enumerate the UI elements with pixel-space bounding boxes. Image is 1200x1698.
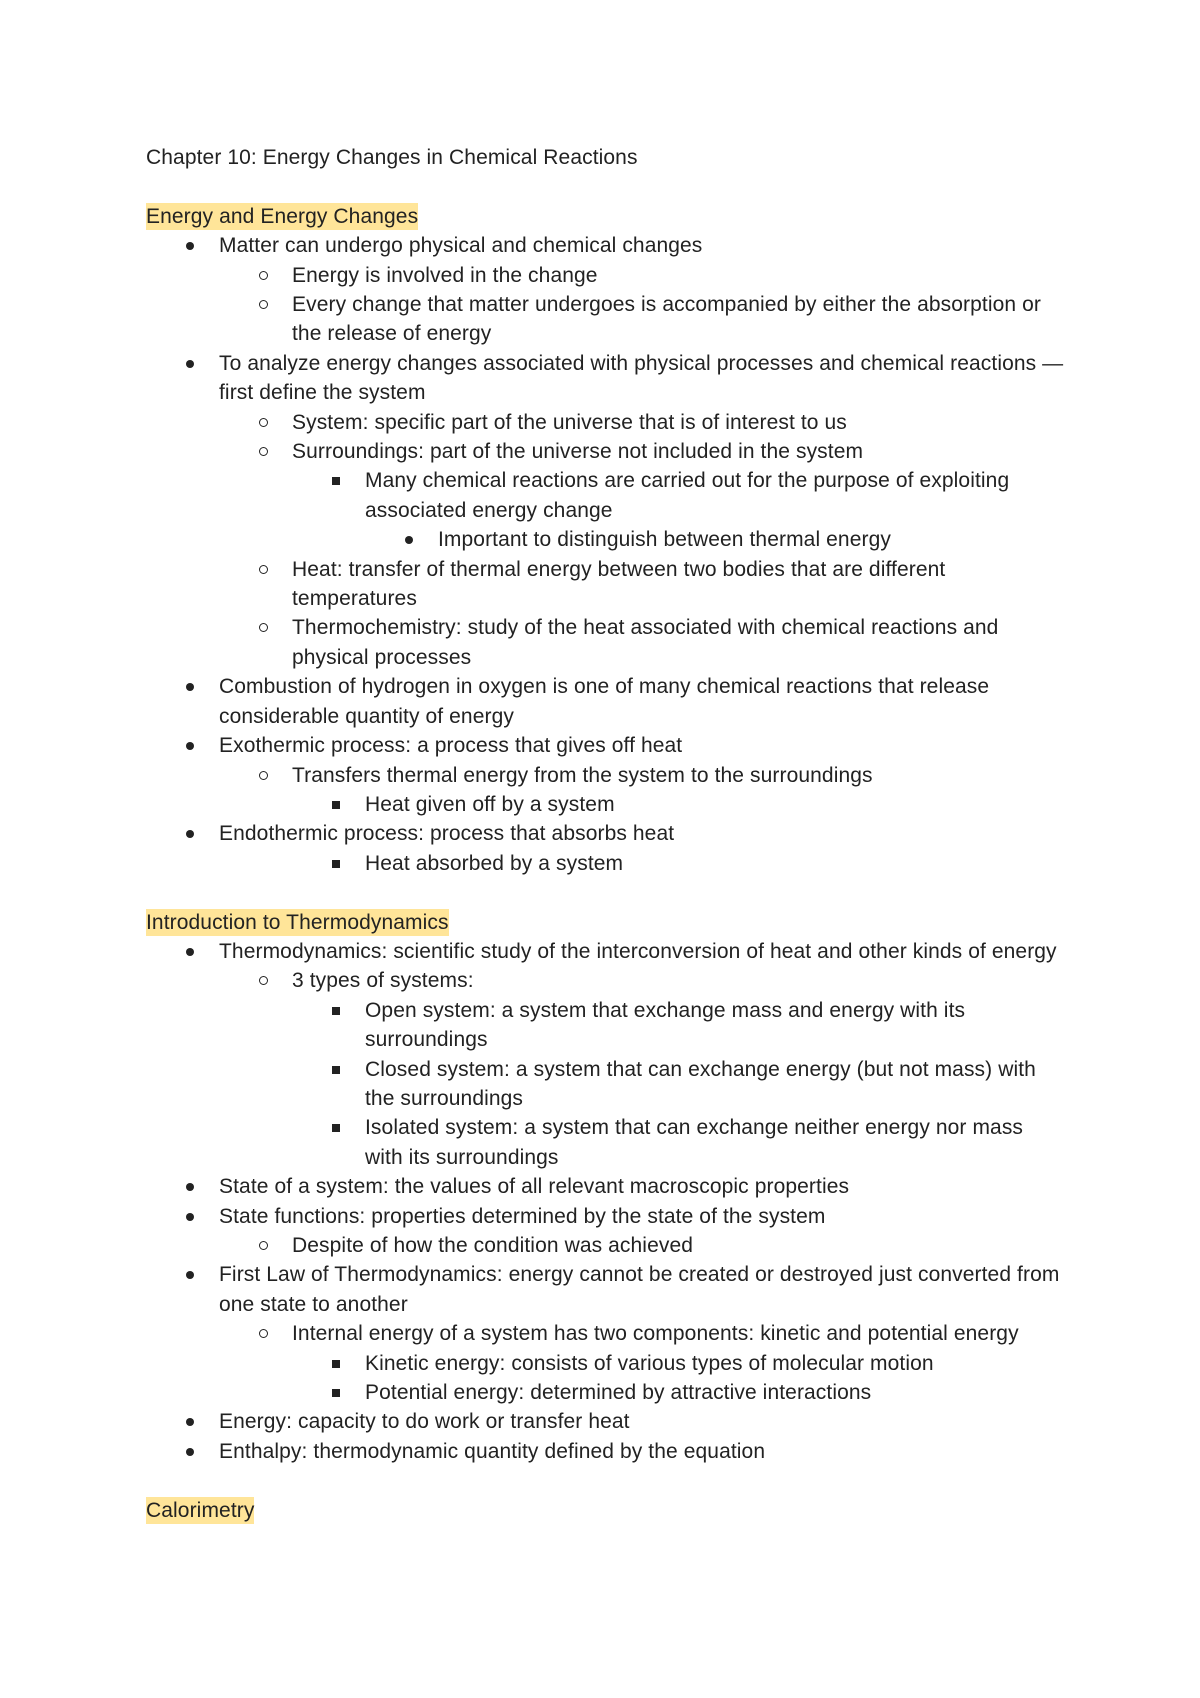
bullet-list (219, 261, 1066, 349)
list-item: State functions: properties determined by the state of the system Despite of how the condition was achieved (146, 1202, 1066, 1261)
filled-circle-bullet-icon (186, 360, 194, 368)
bullet-list (219, 1319, 1066, 1407)
list-item: Exothermic process: a process that gives off heat Transfers thermal energy from the system to the surroundings Heat given off by a system (146, 731, 1066, 819)
section-thermodynamics (146, 908, 1066, 1467)
filled-circle-bullet-icon (186, 830, 194, 838)
list-item: State of a system: the values of all relevant macroscopic properties (146, 1172, 1066, 1201)
list-item: Matter can undergo physical and chemical changes Energy is involved in the change Every change that matter undergoes is accompanied by either the absorption or the release of energy (146, 231, 1066, 349)
bullet-list (292, 996, 1066, 1172)
bullet-list (146, 937, 1066, 1466)
filled-circle-bullet-icon (186, 948, 194, 956)
list-item: Transfers thermal energy from the system to the surroundings Heat given off by a system (219, 761, 1066, 820)
list-item: Surroundings: part of the universe not included in the system Many chemical reactions are carried out for the purpose of exploiting associated energy change Important to distinguish between thermal energy (219, 437, 1066, 555)
filled-circle-bullet-icon (405, 536, 413, 544)
filled-circle-bullet-icon (186, 742, 194, 750)
document-page (146, 143, 1066, 1525)
bullet-list (292, 1349, 1066, 1408)
highlighted-heading-text: Introduction to Thermodynamics (146, 910, 449, 934)
section-heading (146, 1496, 1066, 1525)
filled-circle-bullet-icon (186, 1448, 194, 1456)
bullet-list (146, 231, 1066, 878)
square-bullet-icon (332, 1007, 340, 1015)
bullet-list (292, 849, 1066, 878)
hollow-circle-bullet-icon (259, 976, 268, 985)
list-item: Enthalpy: thermodynamic quantity defined by the equation (146, 1437, 1066, 1466)
list-item: First Law of Thermodynamics: energy cannot be created or destroyed just converted from one state to another Internal energy of a system has two components: kinetic and potential energy Kinetic energy: consists of various types of molecular motion Potential energy: determined by attractive interactions (146, 1260, 1066, 1407)
square-bullet-icon (332, 477, 340, 485)
filled-circle-bullet-icon (186, 242, 194, 250)
list-item: Every change that matter undergoes is accompanied by either the absorption or the release of energy (219, 290, 1066, 349)
bullet-list (219, 761, 1066, 820)
filled-circle-bullet-icon (186, 1183, 194, 1191)
list-item: Kinetic energy: consists of various types of molecular motion (292, 1349, 1066, 1378)
document-title: Chapter 10: Energy Changes in Chemical Reactions (146, 146, 638, 169)
list-item: Closed system: a system that can exchange energy (but not mass) with the surroundings (292, 1055, 1066, 1114)
section-heading (146, 908, 1066, 937)
bullet-list (219, 408, 1066, 673)
filled-circle-bullet-icon (186, 1271, 194, 1279)
list-item: Important to distinguish between thermal energy (365, 525, 1066, 554)
list-item: 3 types of systems: Open system: a system that exchange mass and energy with its surroundings Closed system: a system that can exchange energy (but not mass) with the surroundings Isolated system: a system that can exchange neither energy nor mass with its surroundings (219, 966, 1066, 1172)
highlighted-heading-text: Energy and Energy Changes (146, 204, 419, 228)
hollow-circle-bullet-icon (259, 565, 268, 574)
hollow-circle-bullet-icon (259, 771, 268, 780)
hollow-circle-bullet-icon (259, 1329, 268, 1338)
bullet-list (292, 466, 1066, 554)
list-item: To analyze energy changes associated with physical processes and chemical reactions — first define the system System: specific part of the universe that is of interest to us Surroundings: part of the universe not included in the system Many chemical reactions are carried out for the purpose of exploiting associated energy change Important to distinguish between thermal energy Heat: transfer of thermal energy between two bodies that are different temperatures Thermochemistry: study of the heat associated with chemical reactions and physical processes (146, 349, 1066, 672)
list-item: Despite of how the condition was achieved (219, 1231, 1066, 1260)
square-bullet-icon (332, 1360, 340, 1368)
hollow-circle-bullet-icon (259, 300, 268, 309)
section-calorimetry (146, 1496, 1066, 1525)
square-bullet-icon (332, 1066, 340, 1074)
list-item: Heat absorbed by a system (292, 849, 1066, 878)
hollow-circle-bullet-icon (259, 418, 268, 427)
list-item: Energy: capacity to do work or transfer heat (146, 1407, 1066, 1436)
filled-circle-bullet-icon (186, 1213, 194, 1221)
square-bullet-icon (332, 1389, 340, 1397)
hollow-circle-bullet-icon (259, 1241, 268, 1250)
filled-circle-bullet-icon (186, 1418, 194, 1426)
square-bullet-icon (332, 1124, 340, 1132)
bullet-list (365, 525, 1066, 554)
section-heading (146, 202, 1066, 231)
section-energy-changes (146, 202, 1066, 878)
list-item: Many chemical reactions are carried out for the purpose of exploiting associated energy change Important to distinguish between thermal energy (292, 466, 1066, 554)
list-item: Thermochemistry: study of the heat associated with chemical reactions and physical processes (219, 613, 1066, 672)
square-bullet-icon (332, 860, 340, 868)
list-item: Endothermic process: process that absorbs heat Heat absorbed by a system (146, 819, 1066, 878)
list-item: System: specific part of the universe that is of interest to us (219, 408, 1066, 437)
bullet-list (219, 1231, 1066, 1260)
list-item: Potential energy: determined by attractive interactions (292, 1378, 1066, 1407)
bullet-list (219, 966, 1066, 1172)
list-item: Internal energy of a system has two components: kinetic and potential energy Kinetic energy: consists of various types of molecular motion Potential energy: determined by attractive interactions (219, 1319, 1066, 1407)
list-item: Combustion of hydrogen in oxygen is one of many chemical reactions that release considerable quantity of energy (146, 672, 1066, 731)
list-item: Thermodynamics: scientific study of the interconversion of heat and other kinds of energy 3 types of systems: Open system: a system that exchange mass and energy with its surroundings Closed system: a system that can exchange energy (but not mass) with the surroundings Isolated system: a system that can exchange neither energy nor mass with its surroundings (146, 937, 1066, 1172)
list-item: Heat given off by a system (292, 790, 1066, 819)
hollow-circle-bullet-icon (259, 623, 268, 632)
filled-circle-bullet-icon (186, 683, 194, 691)
square-bullet-icon (332, 801, 340, 809)
list-item: Isolated system: a system that can exchange neither energy nor mass with its surroundings (292, 1113, 1066, 1172)
hollow-circle-bullet-icon (259, 447, 268, 456)
hollow-circle-bullet-icon (259, 271, 268, 280)
list-item: Energy is involved in the change (219, 261, 1066, 290)
highlighted-heading-text: Calorimetry (146, 1498, 255, 1522)
list-item: Open system: a system that exchange mass and energy with its surroundings (292, 996, 1066, 1055)
bullet-list (292, 790, 1066, 819)
list-item: Heat: transfer of thermal energy between two bodies that are different temperatures (219, 555, 1066, 614)
